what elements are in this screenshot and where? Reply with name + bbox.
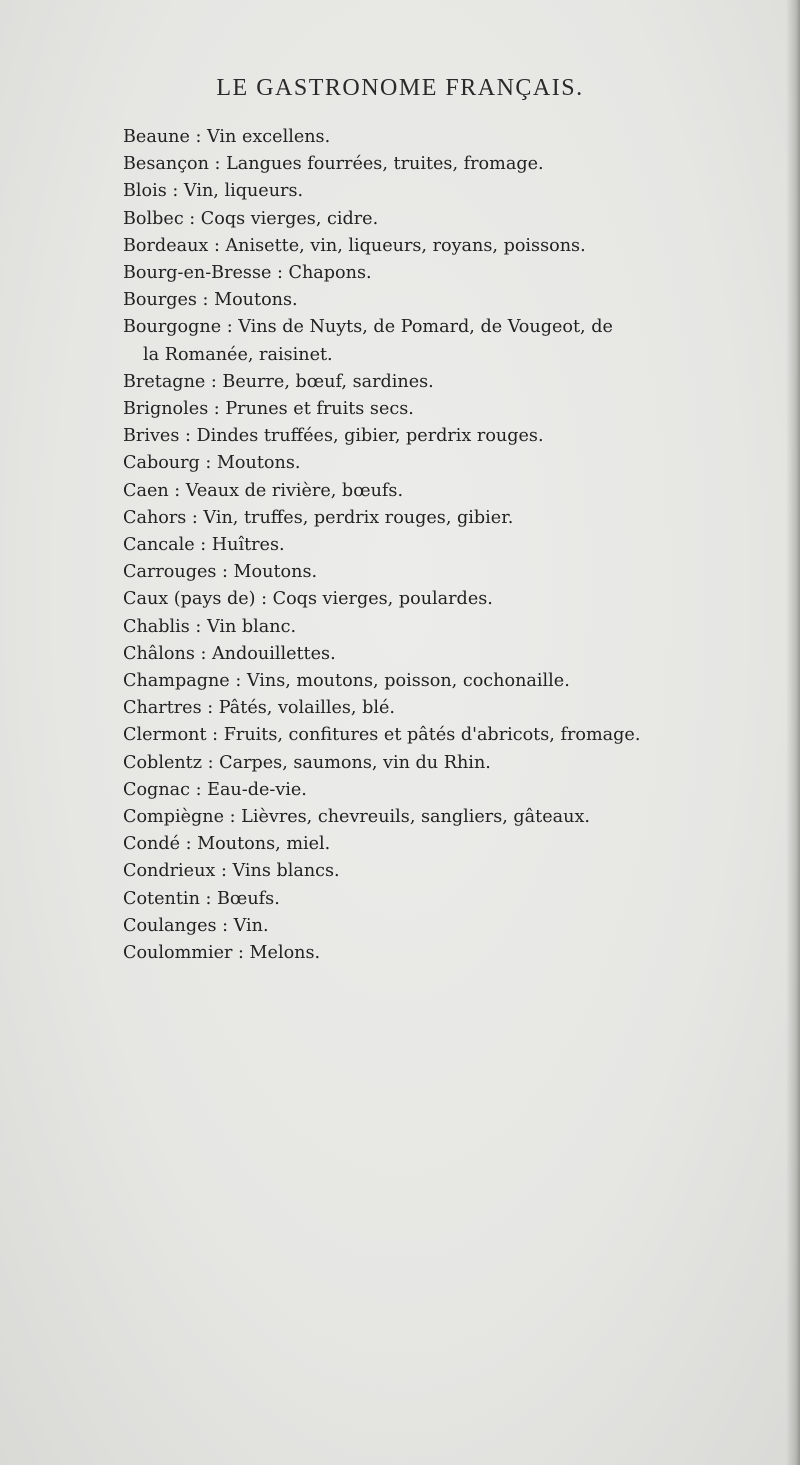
entry-clermont: Clermont : Fruits, confitures et pâtés d'abricots, fromage. (123, 725, 641, 746)
entry-conde: Condé : Moutons, miel. (123, 834, 331, 855)
entry-bourgogne-continued: la Romanée, raisinet. (143, 344, 333, 365)
entry-bretagne: Bretagne : Beurre, bœuf, sardines. (123, 371, 434, 392)
entry-coulanges: Coulanges : Vin. (123, 915, 269, 936)
entry-cotentin: Cotentin : Bœufs. (123, 888, 280, 909)
entry-coblentz: Coblentz : Carpes, saumons, vin du Rhin. (123, 752, 491, 773)
entry-beaune: Beaune : Vin excellens. (123, 127, 331, 147)
running-head: LE GASTRONOME FRANÇAIS. (216, 75, 584, 101)
entry-bolbec: Bolbec : Coqs vierges, cidre. (123, 208, 379, 229)
entry-brives: Brives : Dindes truffées, gibier, perdrix rouges. (123, 426, 544, 447)
entry-chablis: Chablis : Vin blanc. (123, 616, 297, 637)
entry-bourg-en-bresse: Bourg-en-Bresse : Chapons. (123, 263, 372, 284)
entry-compiegne: Compiègne : Lièvres, chevreuils, sangliers, gâteaux. (123, 807, 590, 828)
entry-cahors: Cahors : Vin, truffes, perdrix rouges, gibier. (123, 507, 514, 528)
entry-caux: Caux (pays de) : Coqs vierges, poulardes. (123, 589, 493, 610)
entry-coulommier: Coulommier : Melons. (123, 943, 321, 964)
entry-caen: Caen : Veaux de rivière, bœufs. (123, 480, 404, 501)
entry-cancale: Cancale : Huîtres. (123, 535, 285, 556)
entry-carrouges: Carrouges : Moutons. (123, 562, 318, 583)
entry-bourgogne: Bourgogne : Vins de Nuyts, de Pomard, de Vougeot, de (123, 317, 613, 338)
entry-chartres: Chartres : Pâtés, volailles, blé. (123, 698, 396, 719)
entry-chalons: Châlons : Andouillettes. (123, 643, 336, 664)
entry-brignoles: Brignoles : Prunes et fruits secs. (123, 399, 414, 420)
entry-cabourg: Cabourg : Moutons. (123, 453, 301, 474)
entry-besancon: Besançon : Langues fourrées, truites, fromage. (123, 154, 544, 175)
entry-bordeaux: Bordeaux : Anisette, vin, liqueurs, royans, poissons. (123, 235, 586, 256)
entry-list (123, 124, 793, 967)
entry-bourges: Bourges : Moutons. (123, 290, 298, 311)
entry-blois: Blois : Vin, liqueurs. (123, 181, 304, 202)
entry-condrieux: Condrieux : Vins blancs. (123, 861, 340, 882)
entry-cognac: Cognac : Eau-de-vie. (123, 779, 307, 800)
entry-champagne: Champagne : Vins, moutons, poisson, cochonaille. (123, 671, 570, 692)
